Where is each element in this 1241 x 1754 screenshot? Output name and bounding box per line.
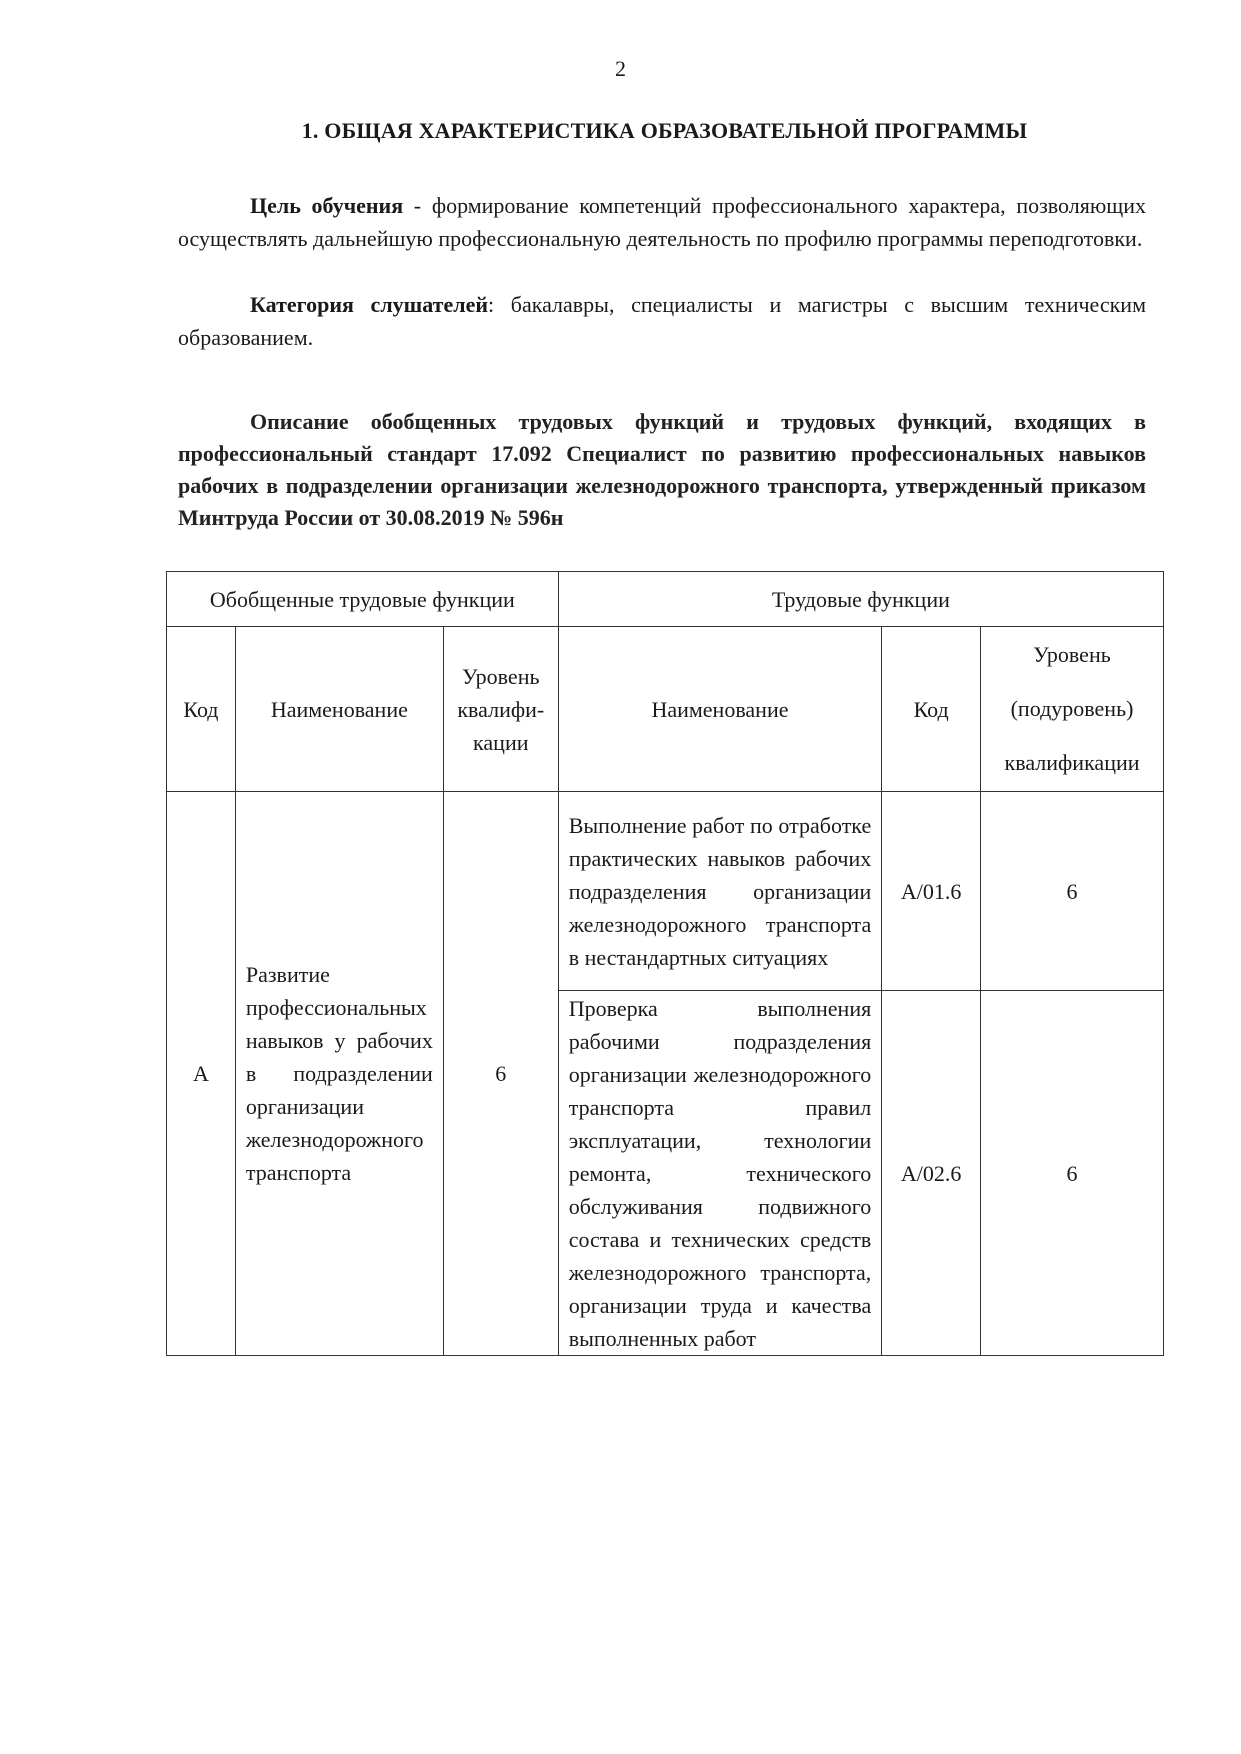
header-tf-name: Наименование <box>558 627 882 792</box>
description-text: Описание обобщенных трудовых функций и трудовых функций, входящих в профессиональный стандарт 17.092 Специалист по развитию профессиональных навыков рабочих в подразделении организации железнодорожного транспорта, утвержденный приказом Минтруда России от 30.08.2019 № 596н <box>178 409 1146 530</box>
functions-table <box>166 571 1164 1356</box>
row-name: Развитие профессиональных навыков у рабочих в подразделении организации железнодорожного транспорта <box>235 792 443 1356</box>
function-level-1: 6 <box>981 792 1164 991</box>
header-code: Код <box>167 627 236 792</box>
function-name-2: Проверка выполнения рабочими подразделения организации железнодорожного транспорта правил эксплуатации, технологии ремонта, технического обслуживания подвижного состава и технических средств железнодорожного транспорта, организации труда и качества выполненных работ <box>558 991 882 1356</box>
header-generalized-functions: Обобщенные трудовые функции <box>167 572 559 627</box>
table-group-header-row <box>167 572 1164 627</box>
goal-text: - формирование компетенций профессионального характера, позволяющих осуществлять дальнейшую профессиональную деятельность по профилю программы переподготовки. <box>178 193 1146 251</box>
row-code: А <box>167 792 236 1356</box>
header-labor-functions: Трудовые функции <box>558 572 1163 627</box>
category-paragraph <box>178 288 1146 354</box>
function-level-2: 6 <box>981 991 1164 1356</box>
row-level: 6 <box>443 792 558 1356</box>
page-number: 2 <box>615 56 626 81</box>
section-title: 1. ОБЩАЯ ХАРАКТЕРИСТИКА ОБРАЗОВАТЕЛЬНОЙ ПРОГРАММЫ <box>301 118 1028 143</box>
function-name-1: Выполнение работ по отработке практических навыков рабочих подразделения организации железнодорожного транспорта в нестандартных ситуациях <box>558 792 882 991</box>
category-label: Категория слушателей <box>250 292 489 317</box>
category-text: : бакалавры, специалисты и магистры с высшим техническим образованием. <box>178 292 1147 350</box>
description-heading <box>178 406 1146 534</box>
goal-paragraph <box>178 189 1146 255</box>
header-name: Наименование <box>235 627 443 792</box>
function-code-2: А/02.6 <box>882 991 981 1356</box>
table-column-header-row <box>167 627 1164 792</box>
header-tf-level: Уровень (подуровень) квалификации <box>981 627 1164 792</box>
goal-label: Цель обучения <box>250 193 404 218</box>
header-tf-code: Код <box>882 627 981 792</box>
table-row <box>167 792 1164 991</box>
header-level: Уровень квалифи-кации <box>443 627 558 792</box>
function-code-1: А/01.6 <box>882 792 981 991</box>
